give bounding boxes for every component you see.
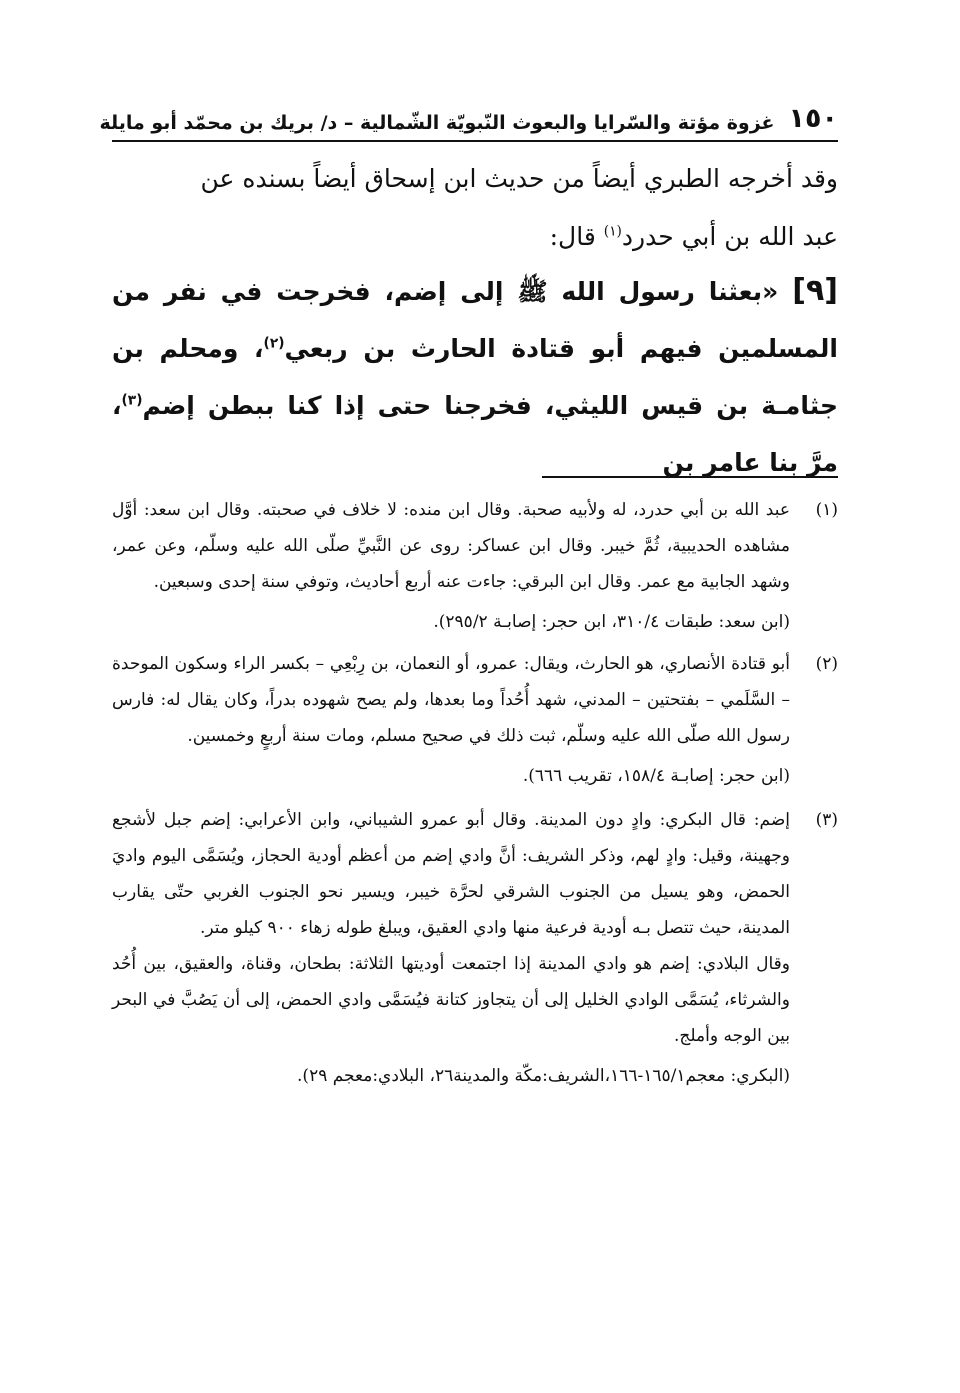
- hadith-number: [٩]: [792, 273, 838, 308]
- footnote-text: أبو قتادة الأنصاري، هو الحارث، ويقال: عمرو، أو النعمان، بن رِبْعِي – بكسر الراء وسكون الموحدة – السَّلَمي – بفتحتين – المدني، شهد أُحُداً وما بعدها، ولم يصح شهوده بدراً، وكان يقال له: فارس رسول الله صلّى الله عليه وسلّم، ثبت ذلك في صحيح مسلم، ومات سنة أربعٍ وخمسين.: [112, 654, 790, 746]
- header-rule: [112, 140, 838, 142]
- footnote-ref-2[interactable]: (٢): [263, 335, 285, 352]
- footnote-source: (البكري: معجم١٦٥/١-١٦٦،الشريف:مكّة والمدينة٢٦، البلادي:معجم ٢٩).: [297, 1066, 790, 1086]
- footnote-text-continued: وقال البلادي: إضم هو وادي المدينة إذا اجتمعت أوديتها الثلاثة: بطحان، وقناة، والعقيق، بين أُحُد والشرثاء، يُسَمَّى الوادي الخليل إلى أن يتجاوز كتانة فيُسَمَّى وادي الحمض، إلى أن يَصُبَّ في البحر بين الوجه وأملج.: [112, 954, 790, 1046]
- footnote-ref-1[interactable]: (١): [603, 223, 622, 240]
- intro-line-2-end: قال:: [549, 222, 604, 251]
- footnote-body: [112, 492, 790, 646]
- footnote-number: (١): [815, 500, 838, 520]
- intro-line-1: وقد أخرجه الطبري أيضاً من حديث ابن إسحاق أيضاً بسنده عن: [200, 164, 838, 193]
- hadith-part-1: «بعثنا رسول الله ﷺ إلى إضم، فخرجت في نفر من المسلمين فيهم أبو قتادة الحارث بن ربعي: [112, 277, 838, 363]
- hadith-part-3: ، مرَّ بنا عامر بن: [112, 391, 838, 477]
- footnote-2: [112, 646, 838, 800]
- footnote-number: (٢): [815, 654, 838, 674]
- intro-paragraph: [112, 150, 838, 266]
- footnote-1: [112, 492, 838, 646]
- footnotes: [112, 492, 838, 1100]
- footnote-number: (٣): [815, 810, 838, 830]
- hadith-part-2: ، ومحلم بن جثامـة بن قيس الليثي، فخرجنا حتى إذا كنا ببطن إضم: [112, 334, 838, 420]
- page-number: ١٥٠: [788, 103, 838, 134]
- page-header: [99, 88, 838, 134]
- running-title: غزوة مؤتة والسّرايا والبعوث النّبويّة الشّمالية – د/ بريك بن محمّد أبو مايلة: [99, 112, 775, 134]
- intro-line-2: [112, 208, 838, 266]
- footnote-source: (ابن حجر: إصابـة ١٥٨/٤، تقريب ٦٦٦).: [522, 766, 790, 786]
- footnote-ref-3[interactable]: (٣): [121, 392, 143, 409]
- hadith-paragraph: [112, 262, 838, 491]
- footnote-text: عبد الله بن أبي حدرد، له ولأبيه صحبة. وقال ابن منده: لا خلاف في صحبته. وقال ابن سعد: أوَّل مشاهده الحديبية، ثُمَّ خيبر. وقال ابن عساكر: روى عن النَّبيِّ صلّى الله عليه وسلّم، وعن عمر، وشهد الجابية مع عمر. وقال ابن البرقي: جاءت عنه أربع أحاديث، وتوفي سنة إحدى وسبعين.: [112, 500, 790, 592]
- footnote-source: (ابن سعد: طبقات ٣١٠/٤، ابن حجر: إصابـة ٢٩٥/٢).: [433, 612, 790, 632]
- footnote-body: [112, 802, 790, 1100]
- footnote-separator: [542, 476, 838, 478]
- footnote-3: [112, 802, 838, 1100]
- footnote-text: إضم: قال البكري: وادٍ دون المدينة. وقال أبو عمرو الشيباني، وابن الأعرابي: إضم جبل لأشجع وجهينة، وقيل: وادٍ لهم، وذكر الشريف: أنَّ وادي إضم من أعظم أودية الحجاز، ويُسَمَّى اليوم واديَ الحمض، وهو يسيل من الجنوب الشرقي لحرَّة خيبر، ويسير نحو الجنوب الغربي حتّى يقارب المدينة، حيث تتصل بـه أودية فرعية منها وادي العقيق، ويبلغ طوله زهاء ٩٠٠ كيلو متر.: [112, 810, 790, 938]
- hadith-text: [112, 262, 838, 491]
- footnote-body: [112, 646, 790, 800]
- intro-line-2-text: عبد الله بن أبي حدرد: [621, 222, 838, 251]
